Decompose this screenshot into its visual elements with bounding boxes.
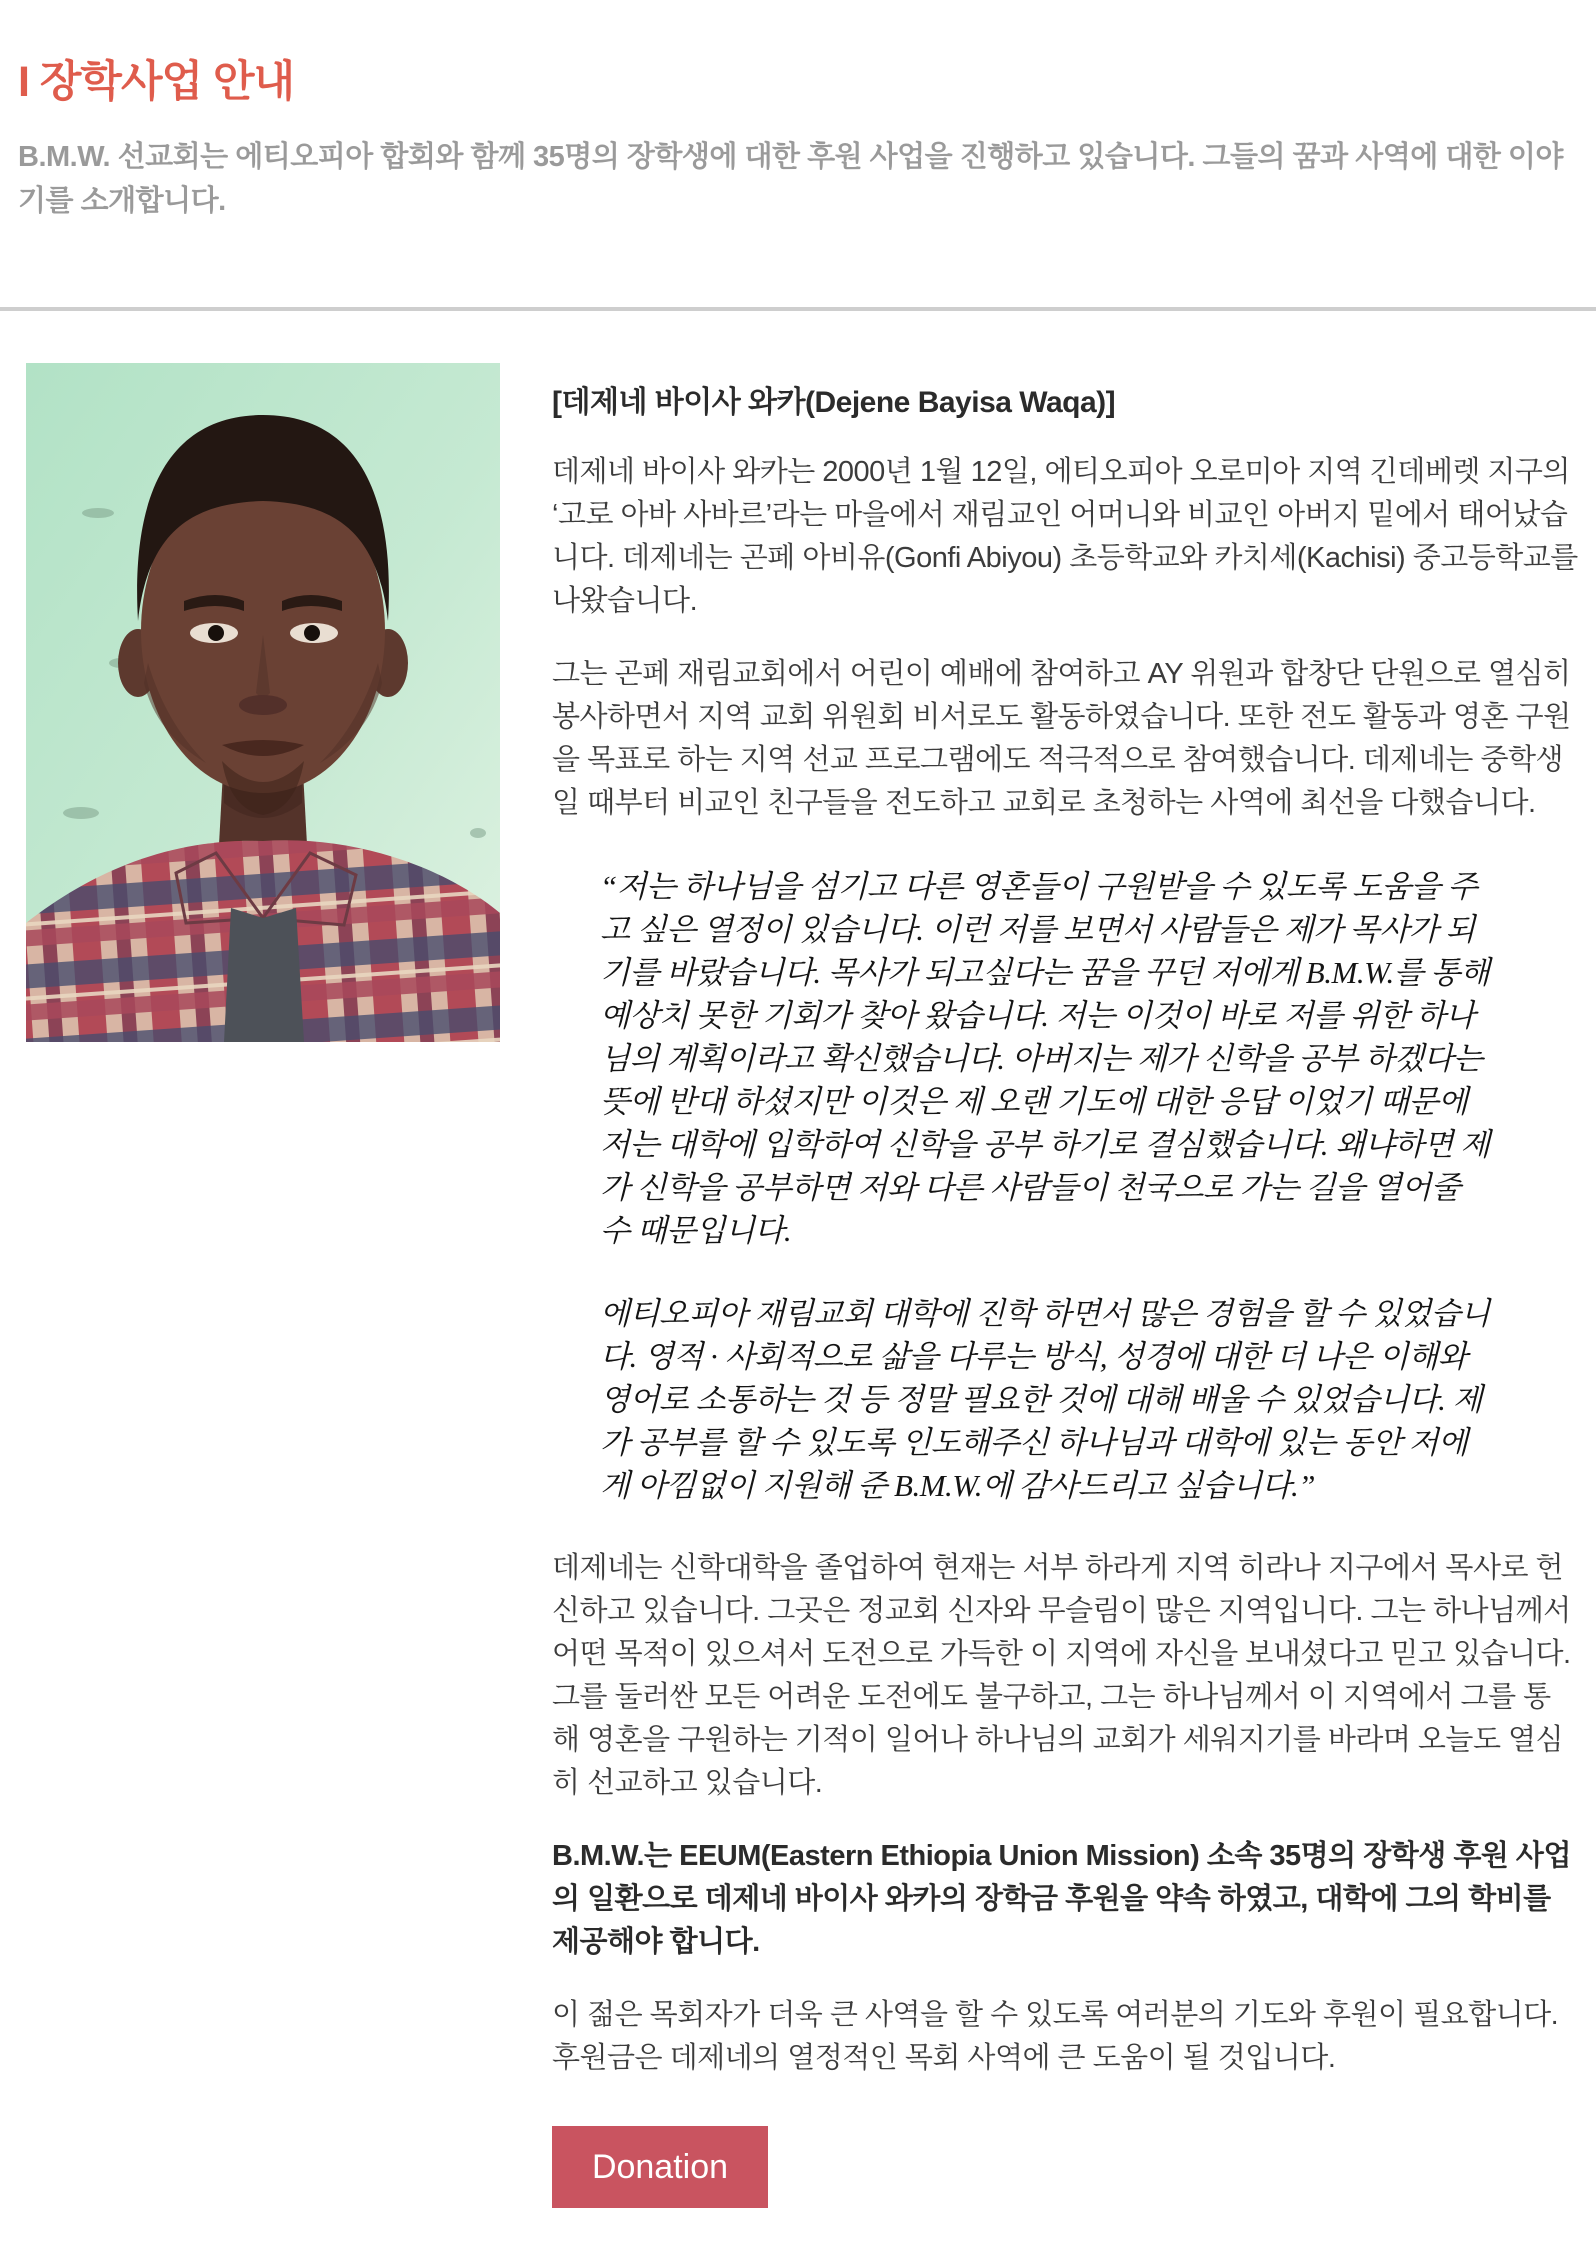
article-body: [0, 363, 1596, 2264]
student-photo: [26, 363, 500, 1042]
story-paragraph-2: 그는 곤페 재림교회에서 어린이 예배에 참여하고 AY 위원과 합창단 단원으로 열심히 봉사하면서 지역 교회 위원회 비서로도 활동하였습니다. 또한 전도 활동과 영혼 구원을 목표로 하는 지역 선교 프로그램에도 적극적으로 참여했습니다. 데제네는 중학생일 때부터 비교인 친구들을 전도하고 교회로 초청하는 사역에 최선을 다했습니다.: [552, 658, 1571, 820]
page-title: I 장학사업 안내: [18, 58, 295, 106]
section-divider: [0, 307, 1596, 311]
intro-text: B.M.W. 선교회는 에티오피아 합회와 함께 35명의 장학생에 대한 후원 사업을 진행하고 있습니다. 그들의 꿈과 사역에 대한 이야기를 소개합니다.: [18, 141, 1563, 218]
story-paragraph-closing: 이 젊은 목회자가 더욱 큰 사역을 할 수 있도록 여러분의 기도와 후원이 필요합니다. 후원금은 데제네의 열정적인 목회 사역에 큰 도움이 될 것입니다.: [552, 1999, 1559, 2075]
story-paragraph-3: 데제네는 신학대학을 졸업하여 현재는 서부 하라게 지역 히라나 지구에서 목사로 헌신하고 있습니다. 그곳은 정교회 신자와 무슬림이 많은 지역입니다. 그는 하나님께서 어떤 목적이 있으셔서 도전으로 가득한 이 지역에 자신을 보내셨다고 믿고 있습니다. 그를 둘러싼 모든 어려운 도전에도 불구하고, 그는 하나님께서 이 지역에서 그를 통해 영혼을 구원하는 기적이 일어나 하나님의 교회가 세워지기를 바라며 오늘도 열심히 선교하고 있습니다.: [552, 1552, 1571, 1800]
story-paragraph-bold: B.M.W.는 EEUM(Eastern Ethiopia Union Mission) 소속 35명의 장학생 후원 사업의 일환으로 데제네 바이사 와카의 장학금 후원을 약속 하였고, 대학에 그의 학비를 제공해야 합니다.: [552, 1840, 1571, 1959]
photo-column: [18, 363, 552, 2264]
student-photo-illustration: [26, 363, 500, 1042]
story-heading: [데제네 바이사 와카(Dejene Bayisa Waqa)]: [552, 386, 1116, 420]
page-header: [0, 0, 1596, 223]
story-column: [552, 363, 1578, 2264]
story-paragraph-1: 데제네 바이사 와카는 2000년 1월 12일, 에티오피아 오로미아 지역 긴데베렛 지구의 ‘고로 아바 사바르’라는 마을에서 재림교인 어머니와 비교인 아버지 밑에서 태어났습니다. 데제네는 곤페 아비유(Gonfi Abiyou) 초등학교와 카치세(Kachisi) 중고등학교를 나왔습니다.: [552, 456, 1578, 618]
quote-paragraph-1: “저는 하나님을 섬기고 다른 영혼들이 구원받을 수 있도록 도움을 주고 싶은 열정이 있습니다. 이런 저를 보면서 사람들은 제가 목사가 되기를 바랐습니다. 목사가 되고싶다는 꿈을 꾸던 저에게 B.M.W.를 통해 예상치 못한 기회가 찾아 왔습니다. 저는 이것이 바로 저를 위한 하나님의 계획이라고 확신했습니다. 아버지는 제가 신학을 공부 하겠다는 뜻에 반대 하셨지만 이것은 제 오랜 기도에 대한 응답 이었기 때문에 저는 대학에 입학하여 신학을 공부 하기로 결심했습니다. 왜냐하면 제가 신학을 공부하면 저와 다른 사람들이 천국으로 가는 길을 열어줄 수 때문입니다.: [600, 869, 1490, 1249]
testimony-quote: [600, 865, 1490, 1507]
donation-button[interactable]: Donation: [552, 2126, 768, 2208]
quote-paragraph-2: 에티오피아 재림교회 대학에 진학 하면서 많은 경험을 할 수 있었습니다. 영적 · 사회적으로 삶을 다루는 방식, 성경에 대한 더 나은 이해와 영어로 소통하는 것 등 정말 필요한 것에 대해 배울 수 있었습니다. 제가 공부를 할 수 있도록 인도해주신 하나님과 대학에 있는 동안 저에게 아낌없이 지원해 준 B.M.W.에 감사드리고 싶습니다.”: [600, 1296, 1490, 1504]
